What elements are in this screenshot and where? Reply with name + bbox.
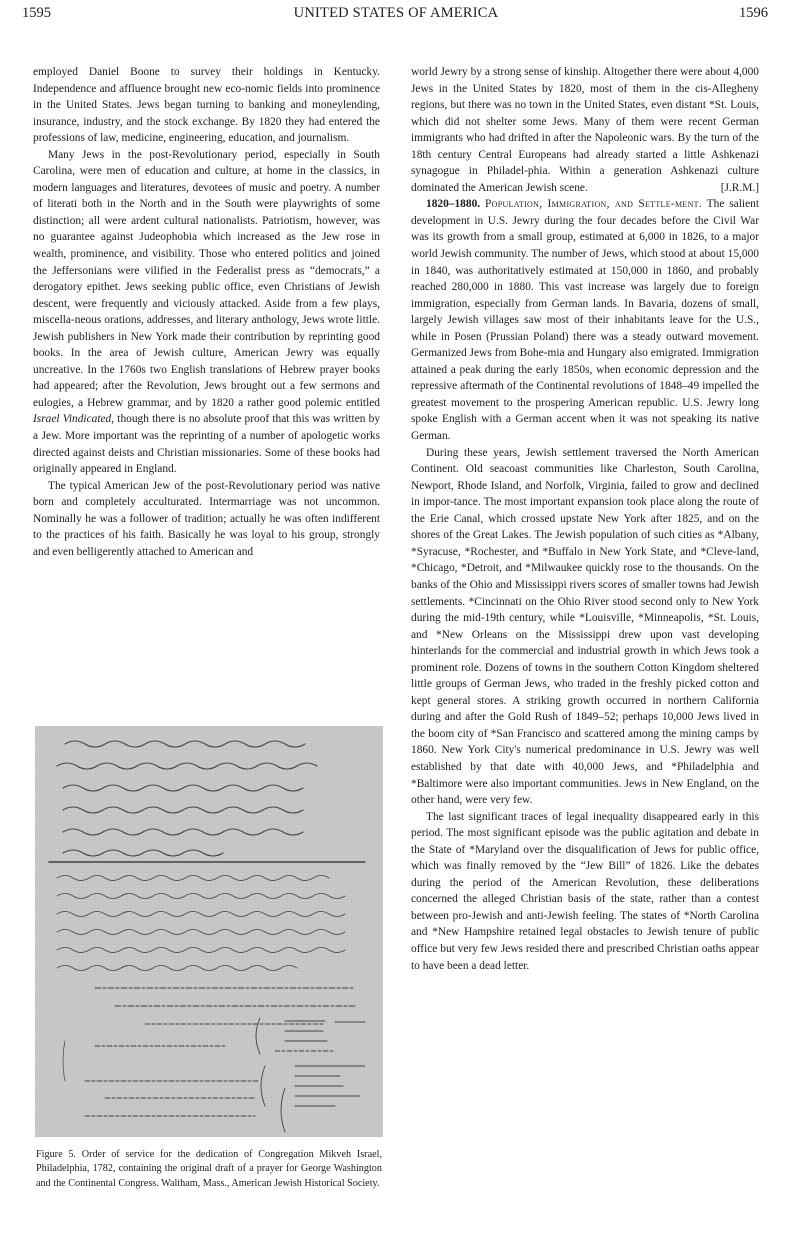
right-column [411, 64, 759, 974]
paragraph-text: world Jewry by a strong sense of kinship. Altogether there were about 4,000 Jews in the United States by 1820, most of them in the cis-Allegheny regions, but there was no town in the United States, even distant *St. Louis, which did not shelter some Jews. Many of them were recent German immigrants who had drifted in after the Napoleonic wars. By the turn of the 18th century Central Europeans had already started a little Ashkenazi synagogue in Philadel-phia. Within a generation Ashkenazi culture dominated the American Jewish scene. [411, 66, 759, 194]
paragraph-settlement: During these years, Jewish settlement traversed the North American Continent. Old seacoast communities like Charleston, South Carolina, Newport, Rhode Island, and Norfolk, Virginia, failed to grow and declined in impor-tance. The most important expansion took place along the route of the Erie Canal, which crossed upstate New York after 1825, and on the shores of the Great Lakes. The Jewish population of such cities as *Albany, *Syracuse, *Rochester, and *Buffalo in New York State, and *Cleve-land, *Chicago, *Detroit, and *Milwaukee quickly rose to the thousands. On the banks of the Ohio and Mississippi rivers scores of smaller towns had Jewish settlements. *Cincinnati on the Ohio River stood second only to New York during the mid-19th century, while *Louisville, *Minneapolis, *St. Louis, and *New Orleans on the Mississippi drew upon vast developing hinterlands for the commercial and industrial growth in which Jews took a prominent role. Dozens of towns in the southern Cotton Kingdom sheltered little groups of German Jews, who traded in the freshly picked cotton and kept general stores. A striking growth occurred in northern California during and after the Gold Rush of 1849–52; perhaps 10,000 Jews lived in the boom city of *San Francisco and scattered among the mining camps by 1860. New York City's numerical predominance in U.S. Jewry was well established by that date with 40,000 Jews, and *Philadelphia and *Baltimore were also important communities. Jews in New England, on the other hand, were very few. [411, 446, 759, 807]
paragraph-typical-jew: The typical American Jew of the post-Revolutionary period was native born and completely acculturated. Intermarriage was not uncommon. Nominally he was a follower of tradition; actually he was often indifferent to the practices of his faith. Basically he was loyal to his group, strongly and even belligerently attached to American and [33, 479, 380, 558]
section-years: 1820–1880. [426, 198, 481, 211]
page-number-right: 1596 [739, 5, 768, 21]
paragraph-kinship [411, 64, 759, 196]
running-title: UNITED STATES OF AMERICA [293, 5, 499, 21]
paragraph-text: The salient development in U.S. Jewry during the four decades before the Civil War was its growth from a small group, estimated at 6,000 in 1826, to a major world Jewish community. The number of Jews, which stood at about 15,000 in 1840, was authoritatively estimated at 150,000 in 1860, and probably reached 280,000 in 1880. This vast increase was largely due to foreign immigration, especially from German lands. In Bavaria, dozens of small, largely Jewish villages saw most of their inhabitants leave for the U.S., while in Posen (Prussian Poland) there was a steady outward movement. Germanized Jews from Bohe-mia and Hungary also emigrated. Immigration attained a peak during the early 1850s, when economic depression and the repressive aftermath of the Continental revolutions of 1848–49 impelled the greatest movement to the prospering American republic. U.S. Jewry long spoke English with a German accent when it was not speaking its native German. [411, 198, 759, 443]
paragraph-literati [33, 147, 380, 478]
author-signature: [J.R.M.] [720, 181, 759, 194]
paragraph-continued: employed Daniel Boone to survey their holdings in Kentucky. Independence and affluence brought new eco-nomic fields into prominence in the United States. Jews began turning to banking and moneylending, insurance, industry, and the stock exchange. By 1820 they had entered the professions of law, medicine, engineering, education, and journalism. [33, 66, 380, 145]
section-1820-1880 [411, 196, 759, 444]
paragraph-legal-inequality: The last significant traces of legal inequality disappeared early in this period. The most significant episode was the public agitation and debate in the State of *Maryland over the disqualification of Jews for public office, which was finally removed by the “Jew Bill” of 1826. Like the debates during the period of the American Revolution, these deliberations concerned the alleged Christian basis of the state, rather than a contest between pro-Jewish and anti-Jewish feeling. The states of *North Carolina and *New Hampshire retained legal obstacles to Jewish tenure of public office but very few Jews resided there and prescribed Christian oaths appear to have been a dead letter. [411, 810, 759, 972]
page-number-left: 1595 [22, 5, 51, 21]
paragraph-text: Many Jews in the post-Revolutionary period, especially in South Carolina, were men of education and culture, at home in the classics, in modern languages and literatures, devotees of music and poetry. A number of literati both in the North and in the South were playwrights of some distinction; all were ardent cultural nationalists. Patriotism, however, was no guarantee against Judeophobia which increased as the Jew rose in wealth, prominence, and visibility. Those who entered politics and joined the Jeffersonians were vilified in the Federalist press as “democrats,” a derogatory epithet. Jews seeking public office, even Christians of Jewish descent, were frequently and viciously attacked. Aside from a few plays, miscella-neous orations, addresses, and literary anthology, Jews wrote little. Jewish publishers in New York made their contribution by reprinting good books. In the area of Jewish culture, American Jewry was equally uncreative. In the 1760s two English translations of Hebrew prayer books had appeared; after the Revolution, Jews brought out a few sermons and eulogies, a Hebrew grammar, and by 1820 a rather good polemic entitled [33, 148, 380, 409]
section-title: Population, Immigration, and Settle-ment. [484, 198, 702, 211]
manuscript-figure [35, 726, 383, 1137]
manuscript-image [35, 726, 383, 1137]
running-head [0, 0, 792, 40]
paragraph-text-tail: , though there is no absolute proof that this was written by a Jew. More important was the reprinting of a number of apologetic works directed against deists and Christian missionaries. Some of these books had originally appeared in England. [33, 413, 381, 476]
book-title: Israel Vindicated [33, 413, 112, 426]
figure-caption: Figure 5. Order of service for the dedication of Congregation Mikveh Israel, Philadelphia, 1782, containing the original draft of a prayer for George Washington and the Continental Congress. Waltham, Mass., American Jewish Historical Society. [36, 1149, 382, 1189]
left-column [33, 64, 380, 560]
